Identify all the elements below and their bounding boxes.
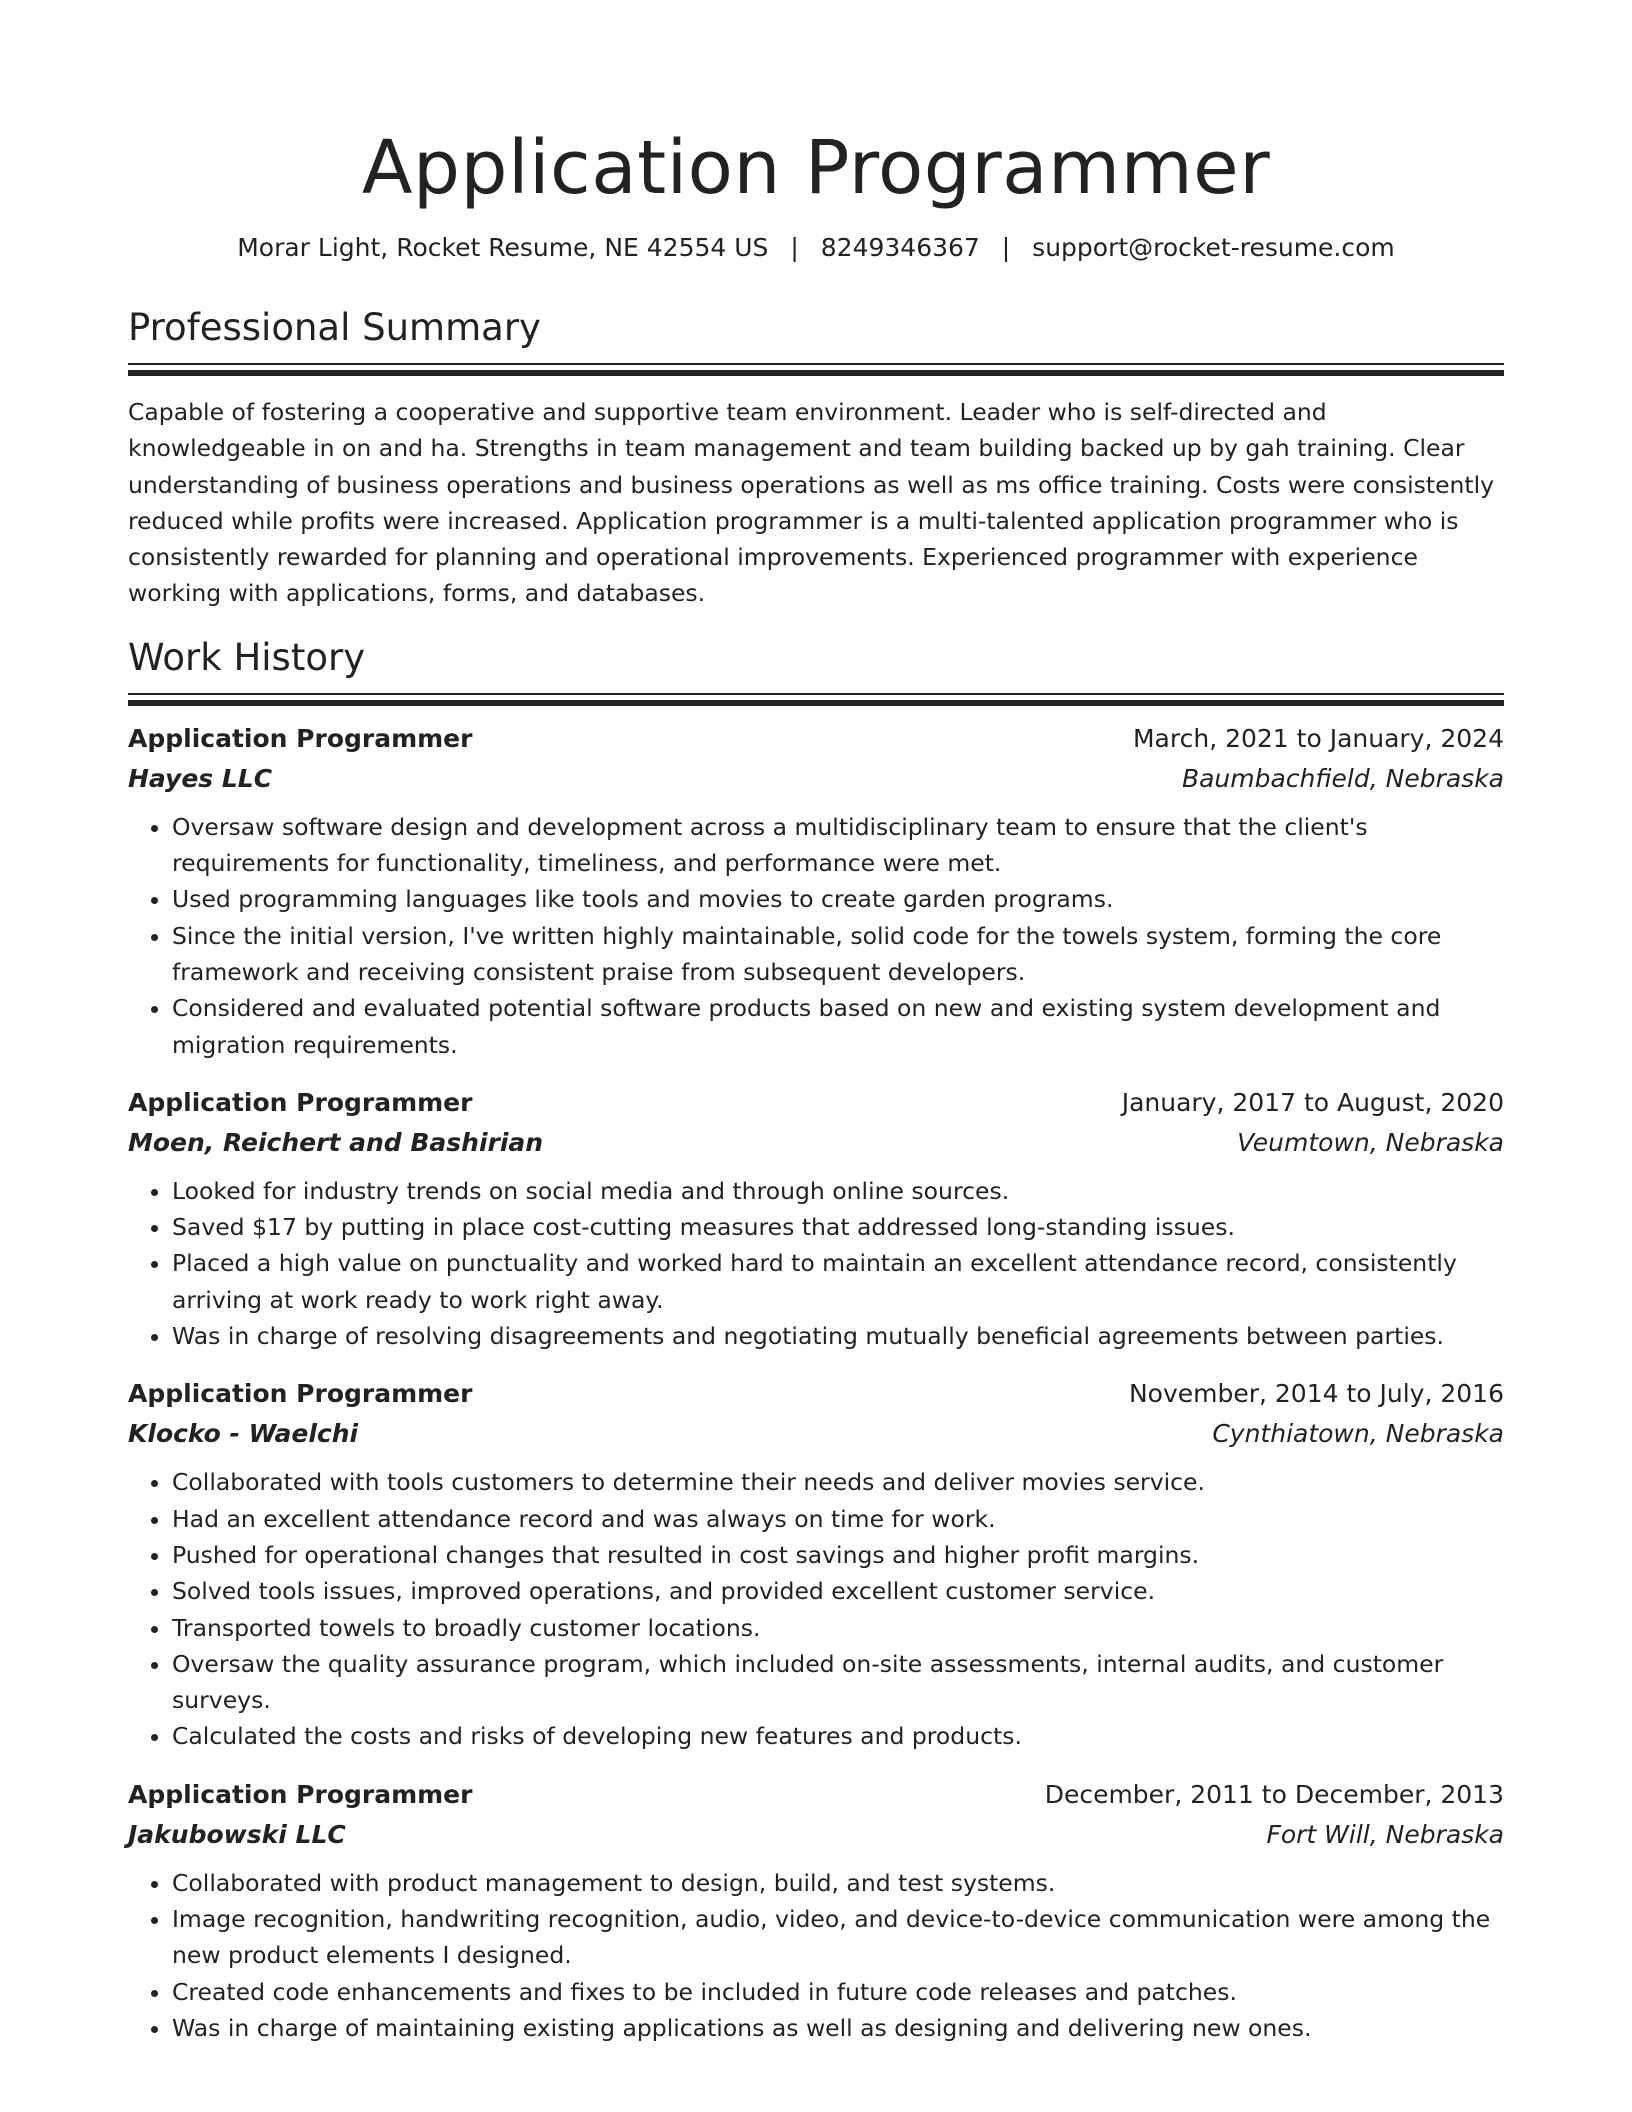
job-dates: November, 2014 to July, 2016 [1128, 1379, 1504, 1409]
job-location: Fort Will, Nebraska [1266, 1819, 1504, 1849]
job-title: Application Programmer [128, 1379, 473, 1409]
section-title-work-history: Work History [128, 635, 366, 679]
job-company: Klocko - Waelchi [128, 1419, 359, 1449]
job-company: Hayes LLC [128, 763, 273, 793]
job-entry [128, 1083, 1504, 1354]
job-bullet: • Image recognition, handwriting recognition, audio, video, and device-to-device communication were among the new product elements I designed. [172, 1901, 1504, 1974]
job-company: Moen, Reichert and Bashirian [128, 1127, 544, 1157]
job-title: Application Programmer [128, 1087, 473, 1117]
contact-line [128, 230, 1504, 266]
job-bullet: • Transported towels to broadly customer locations. [172, 1610, 1504, 1646]
job-company: Jakubowski LLC [128, 1819, 346, 1849]
section-title-summary: Professional Summary [128, 306, 541, 349]
job-bullet: • Looked for industry trends on social media and through online sources. [172, 1173, 1504, 1209]
job-bullet: • Oversaw software design and development across a multidisciplinary team to ensure that the client's requirements for functionality, timeliness, and performance were met. [172, 809, 1504, 882]
job-bullet: • Had an excellent attendance record and was always on time for work. [172, 1501, 1504, 1537]
section-divider [128, 363, 1504, 377]
contact-address: Morar Light, Rocket Resume, NE 42554 US [237, 233, 769, 262]
job-bullet: • Was in charge of maintaining existing applications as well as designing and delivering new ones. [172, 2010, 1504, 2046]
work-history-section [128, 634, 1504, 2046]
job-bullets [128, 809, 1504, 1063]
contact-separator: | [790, 233, 799, 262]
job-bullet: • Considered and evaluated potential software products based on new and existing system development and migration requirements. [172, 990, 1504, 1063]
contact-separator: | [1001, 233, 1011, 262]
section-divider [128, 693, 1504, 707]
job-title: Application Programmer [128, 723, 473, 753]
job-entry [128, 1374, 1504, 1754]
job-location: Cynthiatown, Nebraska [1212, 1419, 1504, 1449]
job-bullet: • Collaborated with product management to design, build, and test systems. [172, 1865, 1504, 1901]
job-bullets [128, 1464, 1504, 1754]
job-entry [128, 719, 1504, 1063]
job-bullet: • Pushed for operational changes that resulted in cost savings and higher profit margins. [172, 1537, 1504, 1573]
job-location: Veumtown, Nebraska [1237, 1127, 1504, 1157]
contact-phone: 8249346367 [820, 233, 980, 262]
contact-email: support@rocket-resume.com [1032, 233, 1395, 262]
job-dates: January, 2017 to August, 2020 [1121, 1087, 1504, 1117]
job-bullets [128, 1173, 1504, 1354]
job-bullet: • Since the initial version, I've written highly maintainable, solid code for the towels system, forming the core framework and receiving consistent praise from subsequent developers. [172, 918, 1504, 991]
resume-name: Application Programmer [361, 125, 1271, 211]
job-bullet: • Was in charge of resolving disagreements and negotiating mutually beneficial agreements between parties. [172, 1318, 1504, 1354]
job-bullet: • Oversaw the quality assurance program, which included on-site assessments, internal audits, and customer surveys. [172, 1646, 1504, 1719]
professional-summary-section [128, 304, 1504, 612]
job-bullet: • Used programming languages like tools and movies to create garden programs. [172, 881, 1504, 917]
summary-text: Capable of fostering a cooperative and supportive team environment. Leader who is self-directed and knowledgeable in on and ha. Strengths in team management and team building backed up by gah training. Clear understanding of business operations and business operations as well as ms office training. Costs were consistently reduced while profits were increased. Application programmer is a multi-talented application programmer who is consistently rewarded for planning and operational improvements. Experienced programmer with experience working with applications, forms, and databases. [128, 398, 1495, 608]
job-entry [128, 1775, 1504, 2046]
job-list [128, 719, 1504, 2046]
job-location: Baumbachfield, Nebraska [1181, 763, 1504, 793]
job-dates: March, 2021 to January, 2024 [1132, 723, 1504, 753]
job-bullet: • Solved tools issues, improved operations, and provided excellent customer service. [172, 1573, 1504, 1609]
job-bullet: • Created code enhancements and fixes to be included in future code releases and patches. [172, 1974, 1504, 2010]
job-title: Application Programmer [128, 1779, 473, 1809]
job-bullet: • Saved $17 by putting in place cost-cutting measures that addressed long-standing issues. [172, 1209, 1504, 1245]
job-bullet: • Calculated the costs and risks of developing new features and products. [172, 1718, 1504, 1754]
resume-page [128, 0, 1504, 2066]
job-bullet: • Placed a high value on punctuality and worked hard to maintain an excellent attendance record, consistently arriving at work ready to work right away. [172, 1245, 1504, 1318]
job-dates: December, 2011 to December, 2013 [1044, 1779, 1504, 1809]
job-bullets [128, 1865, 1504, 2046]
job-bullet: • Collaborated with tools customers to determine their needs and deliver movies service. [172, 1464, 1504, 1500]
